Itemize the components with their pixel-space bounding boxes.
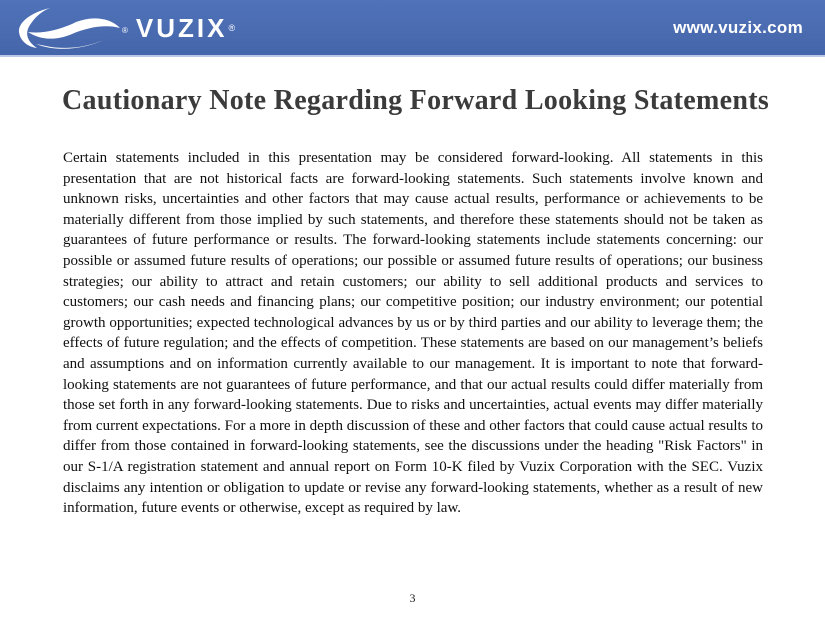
website-link[interactable]: www.vuzix.com: [673, 17, 803, 37]
wordmark-registered-trademark: ®: [228, 22, 236, 33]
body-paragraph: Certain statements included in this presentation may be considered forward-looking. All statements in this presentation that are not historical facts are forward-looking statements. Such statements involve known and unknown risks, uncertainties and other factors that may cause actual results, performance or achievements to be materially different from those implied by such statements, and therefore these statements should not be taken as guarantees of future performance or results. The forward-looking statements include statements concerning: our possible or assumed future results of operations; our possible or assumed future results of operations; our business strategies; our ability to attract and retain customers; our ability to sell additional products and services to customers; our cash needs and financing plans; our competitive position; our industry environment; our potential growth opportunities; expected technological advances by us or by third parties and our ability to leverage them; the effects of future regulation; and the effects of competition. These statements are based on our management’s beliefs and assumptions and on information currently available to our management. It is important to note that forward-looking statements are not guarantees of future performance, and that our actual results could differ materially from those set forth in any forward-looking statements. Due to risks and uncertainties, actual events may differ materially from current expectations. For a more in depth discussion of these and other factors that could cause actual results to differ from those contained in forward-looking statements, see the discussions under the heading "Risk Factors" in our S-1/A registration statement and annual report on Form 10-K filed by Vuzix Corporation with the SEC. Vuzix disclaims any intention or obligation to update or revise any forward-looking statements, whether as a result of new information, future events or otherwise, except as required by law.: [63, 150, 763, 517]
slide-title: Cautionary Note Regarding Forward Looking Statements: [62, 85, 770, 116]
header-bar: [0, 0, 825, 57]
brand-logo-group: [16, 6, 235, 50]
vuzix-swoosh-icon: [16, 6, 124, 50]
page-number: 3: [409, 591, 416, 605]
logo-registered-trademark: ®: [122, 26, 128, 35]
brand-wordmark: VUZIX: [135, 12, 228, 43]
